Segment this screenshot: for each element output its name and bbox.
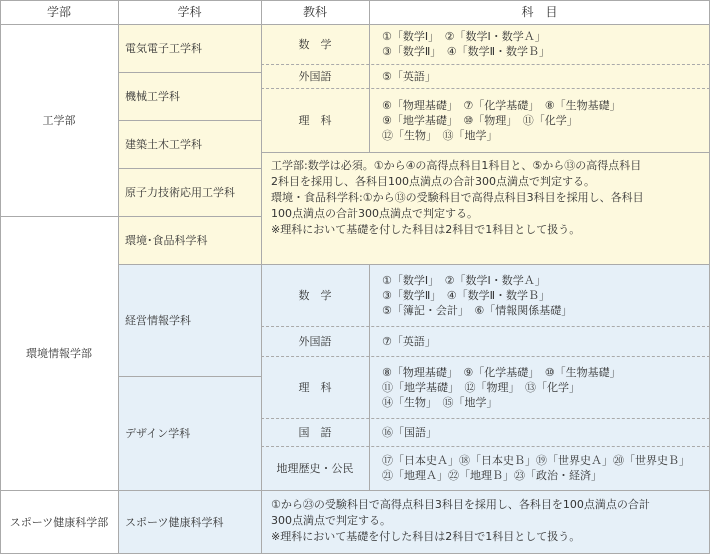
eng-foreign-courses xyxy=(369,64,710,88)
env-foreign-courses xyxy=(369,326,710,356)
course-line: ⑤「英語」 xyxy=(382,69,436,83)
course-line: ③「数学Ⅱ」 ④「数学Ⅱ・数学Ｂ」 xyxy=(382,45,551,58)
row-divider xyxy=(118,72,261,73)
subject-divider xyxy=(261,418,710,419)
course-line: ⑰「日本史Ａ」⑱「日本史Ｂ」⑲「世界史Ａ」⑳「世界史Ｂ」 xyxy=(382,454,690,467)
note-line: ①から㉓の受験科目で高得点科目3科目を採用し、各科目を100点満点の合計 xyxy=(271,498,650,511)
header-faculty: 学部 xyxy=(0,0,118,24)
note-line: 300点満点で判定する。 xyxy=(271,514,391,527)
dept-nuclear: 原子力技術応用工学科 xyxy=(118,168,261,216)
note-line: 環境・食品科学科:①から⑬の受験科目で高得点科目3科目を採用し、各科目 xyxy=(271,191,644,204)
course-line: ⑨「地学基礎」 ⑩「物理」 ⑪「化学」 xyxy=(382,113,578,127)
course-line: ⑦「英語」 xyxy=(382,334,436,348)
env-math-courses xyxy=(369,264,710,326)
sports-selection-note xyxy=(261,490,710,554)
course-line: ①「数学Ⅰ」 ②「数学Ⅰ・数学Ａ」 xyxy=(382,273,546,287)
eng-subject-foreign: 外国語 xyxy=(261,64,369,88)
course-line: ⑤「簿記・会計」 ⑥「情報関係基礎」 xyxy=(382,303,573,317)
faculty-engineering: 工学部 xyxy=(0,24,118,216)
row-divider xyxy=(118,376,261,377)
header-subject: 教科 xyxy=(261,0,369,24)
header-department: 学科 xyxy=(118,0,261,24)
course-line: ⑯「国語」 xyxy=(382,425,437,439)
note-line: ※理科において基礎を付した科目は2科目で1科目として扱う。 xyxy=(271,530,581,543)
col-divider xyxy=(369,0,370,152)
env-subject-science: 理 科 xyxy=(261,356,369,418)
subject-divider xyxy=(261,64,710,65)
table-border-left xyxy=(0,0,1,554)
env-subject-foreign: 外国語 xyxy=(261,326,369,356)
eng-science-courses xyxy=(369,88,710,152)
row-divider xyxy=(118,264,710,265)
course-line: ⑭「生物」 ⑮「地学」 xyxy=(382,395,498,409)
table-border-top xyxy=(0,0,710,1)
header-course: 科 目 xyxy=(369,0,710,24)
subject-divider xyxy=(261,326,710,327)
col-divider xyxy=(369,264,370,490)
col-divider xyxy=(261,0,262,554)
course-line: ⑫「生物」 ⑬「地学」 xyxy=(382,128,498,142)
course-line: ⑪「地学基礎」 ⑫「物理」 ⑬「化学」 xyxy=(382,380,580,394)
env-subject-social: 地理歴史・公民 xyxy=(261,446,369,490)
subject-divider xyxy=(261,356,710,357)
row-divider xyxy=(0,216,261,217)
dept-architecture: 建築土木工学科 xyxy=(118,120,261,168)
dept-electrical: 電気電子工学科 xyxy=(118,24,261,72)
env-science-courses xyxy=(369,356,710,418)
row-divider xyxy=(0,490,710,491)
row-divider xyxy=(118,168,261,169)
course-line: ㉑「地理Ａ」㉒「地理Ｂ」㉓「政治・経済」 xyxy=(382,469,602,482)
header-divider xyxy=(0,24,710,25)
course-line: ⑧「物理基礎」 ⑨「化学基礎」 ⑩「生物基礎」 xyxy=(382,365,621,379)
subject-divider xyxy=(261,88,710,89)
col-divider xyxy=(118,0,119,554)
dept-env-food: 環境･食品科学科 xyxy=(118,216,261,264)
env-social-courses xyxy=(369,446,710,490)
dept-design: デザイン学科 xyxy=(118,376,261,490)
note-line: 工学部:数学は必須。①から④の高得点科目1科目と、⑤から⑬の高得点科目 xyxy=(271,159,642,172)
env-japanese-courses xyxy=(369,418,710,446)
subject-divider xyxy=(261,446,710,447)
course-line: ①「数学Ⅰ」 ②「数学Ⅰ・数学Ａ」 xyxy=(382,30,546,43)
course-line: ⑥「物理基礎」 ⑦「化学基礎」 ⑧「生物基礎」 xyxy=(382,98,621,112)
dept-sports-health: スポーツ健康科学科 xyxy=(118,490,261,554)
eng-subject-science: 理 科 xyxy=(261,88,369,152)
env-subject-japanese: 国 語 xyxy=(261,418,369,446)
faculty-sports: スポーツ健康科学部 xyxy=(0,490,118,554)
note-line: 100点満点の合計300点満点で判定する。 xyxy=(271,207,478,220)
note-line: ※理科において基礎を付した科目は2科目で1科目として扱う。 xyxy=(271,223,581,236)
course-line: ③「数学Ⅱ」 ④「数学Ⅱ・数学Ｂ」 xyxy=(382,288,551,302)
eng-selection-note xyxy=(261,152,710,264)
note-line: 2科目を採用し、各科目100点満点の合計300点満点で判定する。 xyxy=(271,175,595,188)
faculty-env-info: 環境情報学部 xyxy=(0,216,118,490)
row-divider xyxy=(261,152,710,153)
eng-subject-math: 数 学 xyxy=(261,24,369,64)
dept-management-info: 経営情報学科 xyxy=(118,264,261,376)
eng-math-courses xyxy=(369,24,710,64)
row-divider xyxy=(118,120,261,121)
dept-mechanical: 機械工学科 xyxy=(118,72,261,120)
env-subject-math: 数 学 xyxy=(261,264,369,326)
